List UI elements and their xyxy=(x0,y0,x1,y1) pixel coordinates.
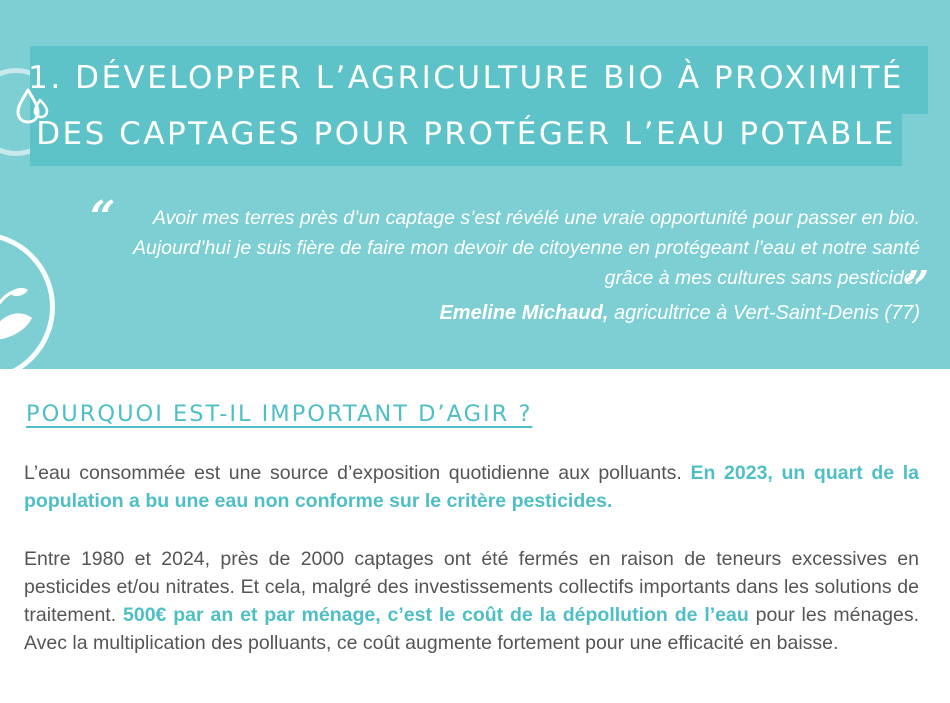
quote-attribution xyxy=(439,302,920,325)
author-name: Emeline Michaud, xyxy=(439,302,609,324)
paragraph-cost xyxy=(24,545,919,657)
close-quote-icon: ” xyxy=(904,262,930,313)
paragraph-1-text: L’eau consommée est une source d’exposition quotidienne aux polluants. xyxy=(24,462,682,484)
page-title-line-2: DES CAPTAGES POUR PROTÉGER L’EAU POTABLE xyxy=(36,116,896,152)
paragraph-2-highlight: 500€ par an et par ménage, c’est le coût de la dépollution de l’eau xyxy=(123,604,749,626)
title-box xyxy=(30,46,902,166)
paragraph-2-text-end: pour les ménages. Avec la multiplication des polluants, ce coût augmente fortement pour une efficacité en baisse. xyxy=(24,604,919,654)
paragraph-exposure xyxy=(24,459,919,515)
paragraph-2-text-start: Entre 1980 et 2024, près de 2000 captages ont été fermés en raison de teneurs excessives en pesticides et/ou nitrates. Et cela, malgré des investissements collectifs importants dans les solutions de traitement. xyxy=(24,548,919,626)
water-drop-icon xyxy=(16,86,50,126)
page-title-line-1: 1. DÉVELOPPER L’AGRICULTURE BIO À PROXIMITÉ xyxy=(28,60,904,96)
author-role: agricultrice à Vert-Saint-Denis (77) xyxy=(613,302,920,324)
leaf-icon xyxy=(0,268,40,348)
open-quote-icon: “ xyxy=(90,192,116,243)
paragraph-1-highlight: En 2023, un quart de la population a bu une eau non conforme sur le critère pesticides. xyxy=(24,462,919,512)
testimonial-quote: Avoir mes terres près d’un captage s’est révélé une vraie opportunité pour passer en bio. Aujourd’hui je suis fière de faire mon devoir de citoyenne en protégeant l’eau et notre santé grâce à mes cultures sans pesticide. xyxy=(133,207,920,289)
section-heading: POURQUOI EST-IL IMPORTANT D’AGIR ? xyxy=(26,401,533,427)
